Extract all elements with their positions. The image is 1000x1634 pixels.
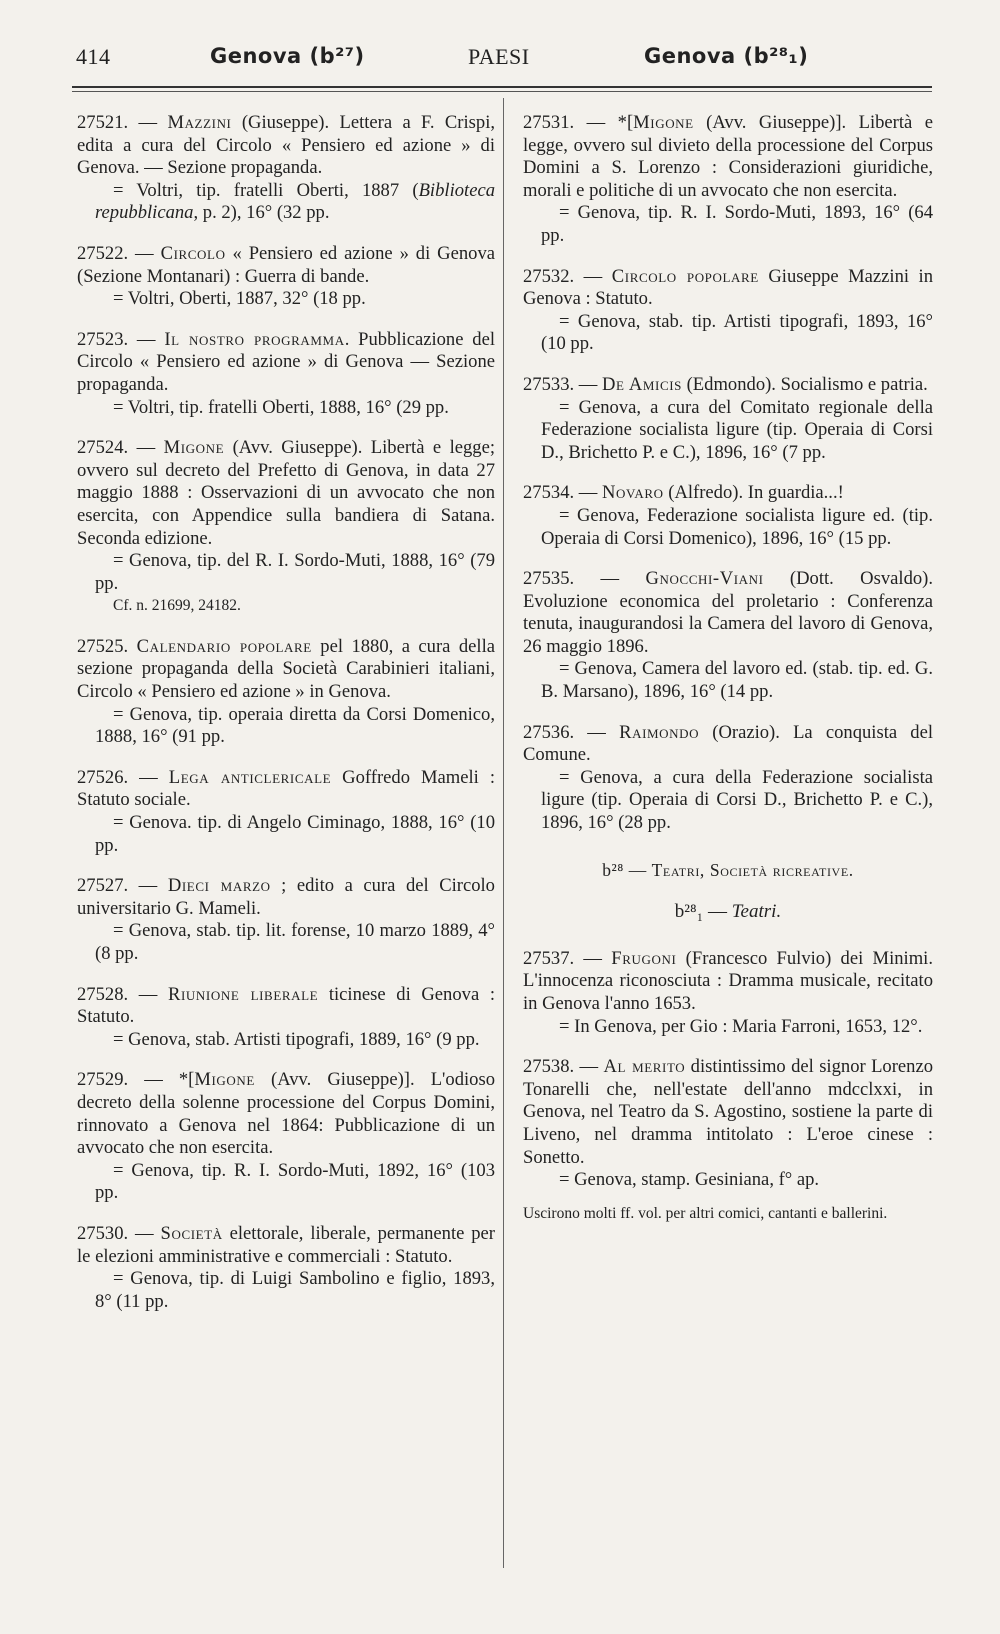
entry-publication: = Genova, stamp. Gesiniana, f° ap. xyxy=(559,1169,820,1191)
entry-title: pel 1880, a cura della sezione propaganda della Società Carabinieri italiani, Circolo « Pensiero ed azione » in Genova. xyxy=(77,635,495,703)
entry-dash: — xyxy=(574,265,612,287)
entry-title: (Avv. Giuseppe)]. L'odioso decreto della solenne processione del Corpus Domini, rinnovato a Genova nel 1864: Pubblicazione di un avvocato che non esercita. xyxy=(77,1069,495,1159)
entry-publication: = Genova, Camera del lavoro ed. (stab. tip. ed. G. B. Marsano), 1896, 16° (14 pp. xyxy=(541,658,933,703)
entry-27536 xyxy=(523,722,933,835)
entry-author: De Amicis xyxy=(602,373,682,395)
right-column xyxy=(523,112,933,1238)
section-dash: — xyxy=(623,859,652,880)
section-title: Teatri, Società ricreative. xyxy=(651,859,854,880)
entry-number: 27536. xyxy=(523,721,575,743)
entry-27537 xyxy=(523,948,933,1038)
entry-dash xyxy=(128,636,136,657)
entry-dash: — xyxy=(128,1222,161,1244)
entry-number: 27531. xyxy=(523,112,575,133)
entry-number: 27534. xyxy=(523,482,575,504)
subsection-dash: — xyxy=(703,901,732,923)
entry-series: Biblioteca repubblicana xyxy=(95,179,495,224)
entry-number: 27525. xyxy=(77,635,129,657)
entry-publication: = In Genova, per Gio : Maria Farroni, 1653, 12°. xyxy=(559,1015,923,1037)
entry-author: Frugoni xyxy=(611,947,677,969)
entry-27527 xyxy=(77,875,495,965)
entry-publication: = Voltri, tip. fratelli Oberti, 1888, 16° (29 pp. xyxy=(113,396,449,418)
entry-author: Lega anticlericale xyxy=(168,766,332,788)
running-header xyxy=(76,44,928,84)
header-rule-thin xyxy=(72,91,932,92)
entry-author: Gnocchi-Viani xyxy=(645,568,764,590)
entry-publication: = Voltri, Oberti, 1887, 32° (18 pp. xyxy=(113,288,366,310)
entry-title: ; edito a cura del Circolo universitario G. Mameli. xyxy=(77,875,495,919)
entry-publication-end: , p. 2), 16° (32 pp. xyxy=(193,202,330,224)
entry-title: (Avv. Giuseppe). Libertà e legge; ovvero sul decreto del Prefetto di Genova, in data 27 maggio 1888 : Osservazioni di un avvocato che non esercita, con Appendice sulla bandiera di Satana. Seconda edizione. xyxy=(77,437,496,549)
entry-title: (Orazio). La conquista del Comune. xyxy=(523,721,933,766)
entry-27524 xyxy=(77,437,495,618)
entry-title: (Edmondo). Socialismo e patria. xyxy=(681,373,928,395)
entry-author: Mazzini xyxy=(167,112,232,133)
entry-27528 xyxy=(77,984,495,1052)
entry-author: Raimondo xyxy=(619,721,700,743)
entry-number: 27532. xyxy=(523,265,575,287)
entry-publication: = Genova, tip. del R. I. Sordo-Muti, 1888, 16° (79 pp. xyxy=(95,550,495,594)
entry-number: 27537. xyxy=(523,947,575,969)
entry-number: 27524. xyxy=(77,437,129,459)
section-label: b²⁸ xyxy=(602,859,624,880)
entry-author: Società xyxy=(160,1222,223,1244)
entry-27526 xyxy=(77,767,495,857)
entry-dash: — *[ xyxy=(128,1069,195,1091)
entry-dash: — xyxy=(128,242,161,264)
entry-27533 xyxy=(523,374,933,464)
entry-publication: = Genova, a cura del Comitato regionale della Federazione socialista ligure (tip. Operaia di Corsi D., Brichetto P. e C.), 1896, 16° (7 pp. xyxy=(541,396,933,463)
entry-title: (Alfredo). In guardia...! xyxy=(663,482,844,504)
entry-number: 27521. xyxy=(77,112,129,133)
entry-27535 xyxy=(523,568,933,704)
entry-publication: = Genova, stab. Artisti tipografi, 1889, 16° (9 pp. xyxy=(113,1028,480,1050)
entry-number: 27522. xyxy=(77,242,129,264)
entry-number: 27538. xyxy=(523,1056,575,1078)
entry-publication: = Genova, tip. di Luigi Sambolino e figlio, 1893, 8° (11 pp. xyxy=(95,1268,495,1312)
entry-number: 27530. xyxy=(77,1222,129,1244)
entry-dash: — xyxy=(128,875,168,897)
entry-number: 27527. xyxy=(77,875,129,897)
entry-publication: = Genova. tip. di Angelo Ciminago, 1888, 16° (10 pp. xyxy=(95,812,495,856)
entry-author: Riunione liberale xyxy=(168,983,319,1005)
entry-publication: = Genova, tip. R. I. Sordo-Muti, 1892, 16° (103 pp. xyxy=(95,1159,495,1204)
entry-27525 xyxy=(77,636,495,749)
entry-cross-reference: Cf. n. 21699, 24182. xyxy=(113,597,241,615)
entry-title: (Giuseppe). Lettera a F. Crispi, edita a cura del Circolo « Pensiero ed azione » di Genova. — Sezione propaganda. xyxy=(77,112,496,179)
left-column xyxy=(77,112,495,1331)
entry-27534 xyxy=(523,482,933,550)
entry-publication: = Genova, tip. R. I. Sordo-Muti, 1893, 16° (64 pp. xyxy=(541,202,933,246)
section-heading xyxy=(523,859,933,882)
entry-27521 xyxy=(77,112,495,225)
entry-title: (Francesco Fulvio) dei Minimi. L'innocenza riconosciuta : Dramma musicale, recitato in Genova l'anno 1653. xyxy=(523,947,933,1014)
subsection-title: Teatri. xyxy=(731,901,782,923)
header-center-title: PAESI xyxy=(468,44,530,69)
header-right-title: Genova (b²⁸₁) xyxy=(644,44,809,68)
entry-number: 27523. xyxy=(77,328,129,350)
entry-number: 27535. xyxy=(523,568,575,590)
entry-publication: = Genova, stab. tip. Artisti tipografi, 1893, 16° (10 pp. xyxy=(541,310,933,355)
entry-publication: = Voltri, tip. fratelli Oberti, 1887 ( xyxy=(113,179,419,201)
subsection-label: b²⁸₁ xyxy=(674,901,704,923)
entry-dash: — xyxy=(128,766,169,788)
subsection-heading xyxy=(523,901,933,924)
entry-author: Migone xyxy=(163,437,225,459)
entry-title: . Pubblicazione del Circolo « Pensiero ed azione » di Genova — Sezione propaganda. xyxy=(77,328,495,395)
entry-title: (Dott. Osvaldo). Evoluzione economica del proletario : Conferenza tenuta, inaugurandosi la Camera del lavoro di Genova, 26 maggio 1896. xyxy=(523,568,933,657)
entry-dash: — xyxy=(128,112,168,133)
entry-27523 xyxy=(77,329,495,419)
entry-title: Giuseppe Mazzini in Genova : Statuto. xyxy=(523,265,934,310)
entry-author: Il nostro programma xyxy=(164,328,345,350)
entry-author: Migone xyxy=(194,1069,255,1091)
entry-publication: = Genova, tip. operaia diretta da Corsi Domenico, 1888, 16° (91 pp. xyxy=(95,703,495,748)
entry-title: distintissimo del signor Lorenzo Tonarelli che, nell'estate dell'anno mdcclxxi, in Genova, nel Teatro da S. Agostino, sostiene la parte di Liveno, nel dramma intitolato : L'eroe cinese : Sonetto. xyxy=(523,1056,934,1168)
entry-author: Novaro xyxy=(602,482,664,504)
entry-author: Dieci marzo xyxy=(167,875,271,897)
entry-dash: — xyxy=(128,983,168,1005)
entry-title: (Avv. Giuseppe)]. Libertà e legge, ovvero sul divieto della processione del Corpus Domini a S. Lorenzo : Considerazioni giuridiche, morali e politiche di un avvocato che non esercita. xyxy=(523,112,933,201)
entry-27538 xyxy=(523,1056,933,1192)
header-left-title: Genova (b²⁷) xyxy=(210,44,365,68)
entry-author: Al merito xyxy=(603,1056,686,1078)
entry-dash: — xyxy=(574,568,646,590)
entry-dash: — *[ xyxy=(574,112,634,133)
entry-title: ticinese di Genova : Statuto. xyxy=(77,983,495,1028)
entry-number: 27526. xyxy=(77,766,129,788)
page-number: 414 xyxy=(76,44,111,69)
entry-27522 xyxy=(77,243,495,311)
entry-publication: = Genova, Federazione socialista ligure ed. (tip. Operaia di Corsi Domenico), 1896, 16° (15 pp. xyxy=(541,504,933,549)
header-rule-thick xyxy=(72,86,932,88)
entry-author: Calendario popolare xyxy=(136,635,312,657)
entry-27530 xyxy=(77,1223,495,1313)
entry-author: Migone xyxy=(633,112,694,133)
column-divider xyxy=(503,98,504,1568)
entry-title: « Pensiero ed azione » di Genova (Sezione Montanari) : Guerra di bande. xyxy=(77,242,495,287)
entry-number: 27529. xyxy=(77,1069,129,1091)
entry-number: 27528. xyxy=(77,983,129,1005)
entry-dash: — xyxy=(574,721,620,743)
entry-27532 xyxy=(523,266,933,356)
entry-number: 27533. xyxy=(523,373,575,395)
entry-dash: — xyxy=(128,328,165,350)
entry-27531 xyxy=(523,112,933,248)
entry-title: elettorale, liberale, permanente per le elezioni amministrative e commerciali : Statuto. xyxy=(77,1222,495,1267)
entry-27529 xyxy=(77,1069,495,1205)
entry-title: Goffredo Mameli : Statuto sociale. xyxy=(77,766,495,811)
entry-dash: — xyxy=(574,482,603,504)
entry-dash: — xyxy=(574,947,612,969)
entry-publication: = Genova, a cura della Federazione socialista ligure (tip. Operaia di Corsi D., Brichetto P. e C.), 1896, 16° (28 pp. xyxy=(541,766,933,834)
entry-publication: = Genova, stab. tip. lit. forense, 10 marzo 1889, 4° (8 pp. xyxy=(95,920,495,964)
footnote: Uscirono molti ff. vol. per altri comici, cantanti e ballerini. xyxy=(523,1204,888,1222)
entry-author: Circolo popolare xyxy=(611,265,759,287)
entry-dash: — xyxy=(128,437,164,459)
entry-dash: — xyxy=(574,1056,604,1078)
entry-author: Circolo xyxy=(160,242,226,264)
entry-dash: — xyxy=(574,373,603,395)
